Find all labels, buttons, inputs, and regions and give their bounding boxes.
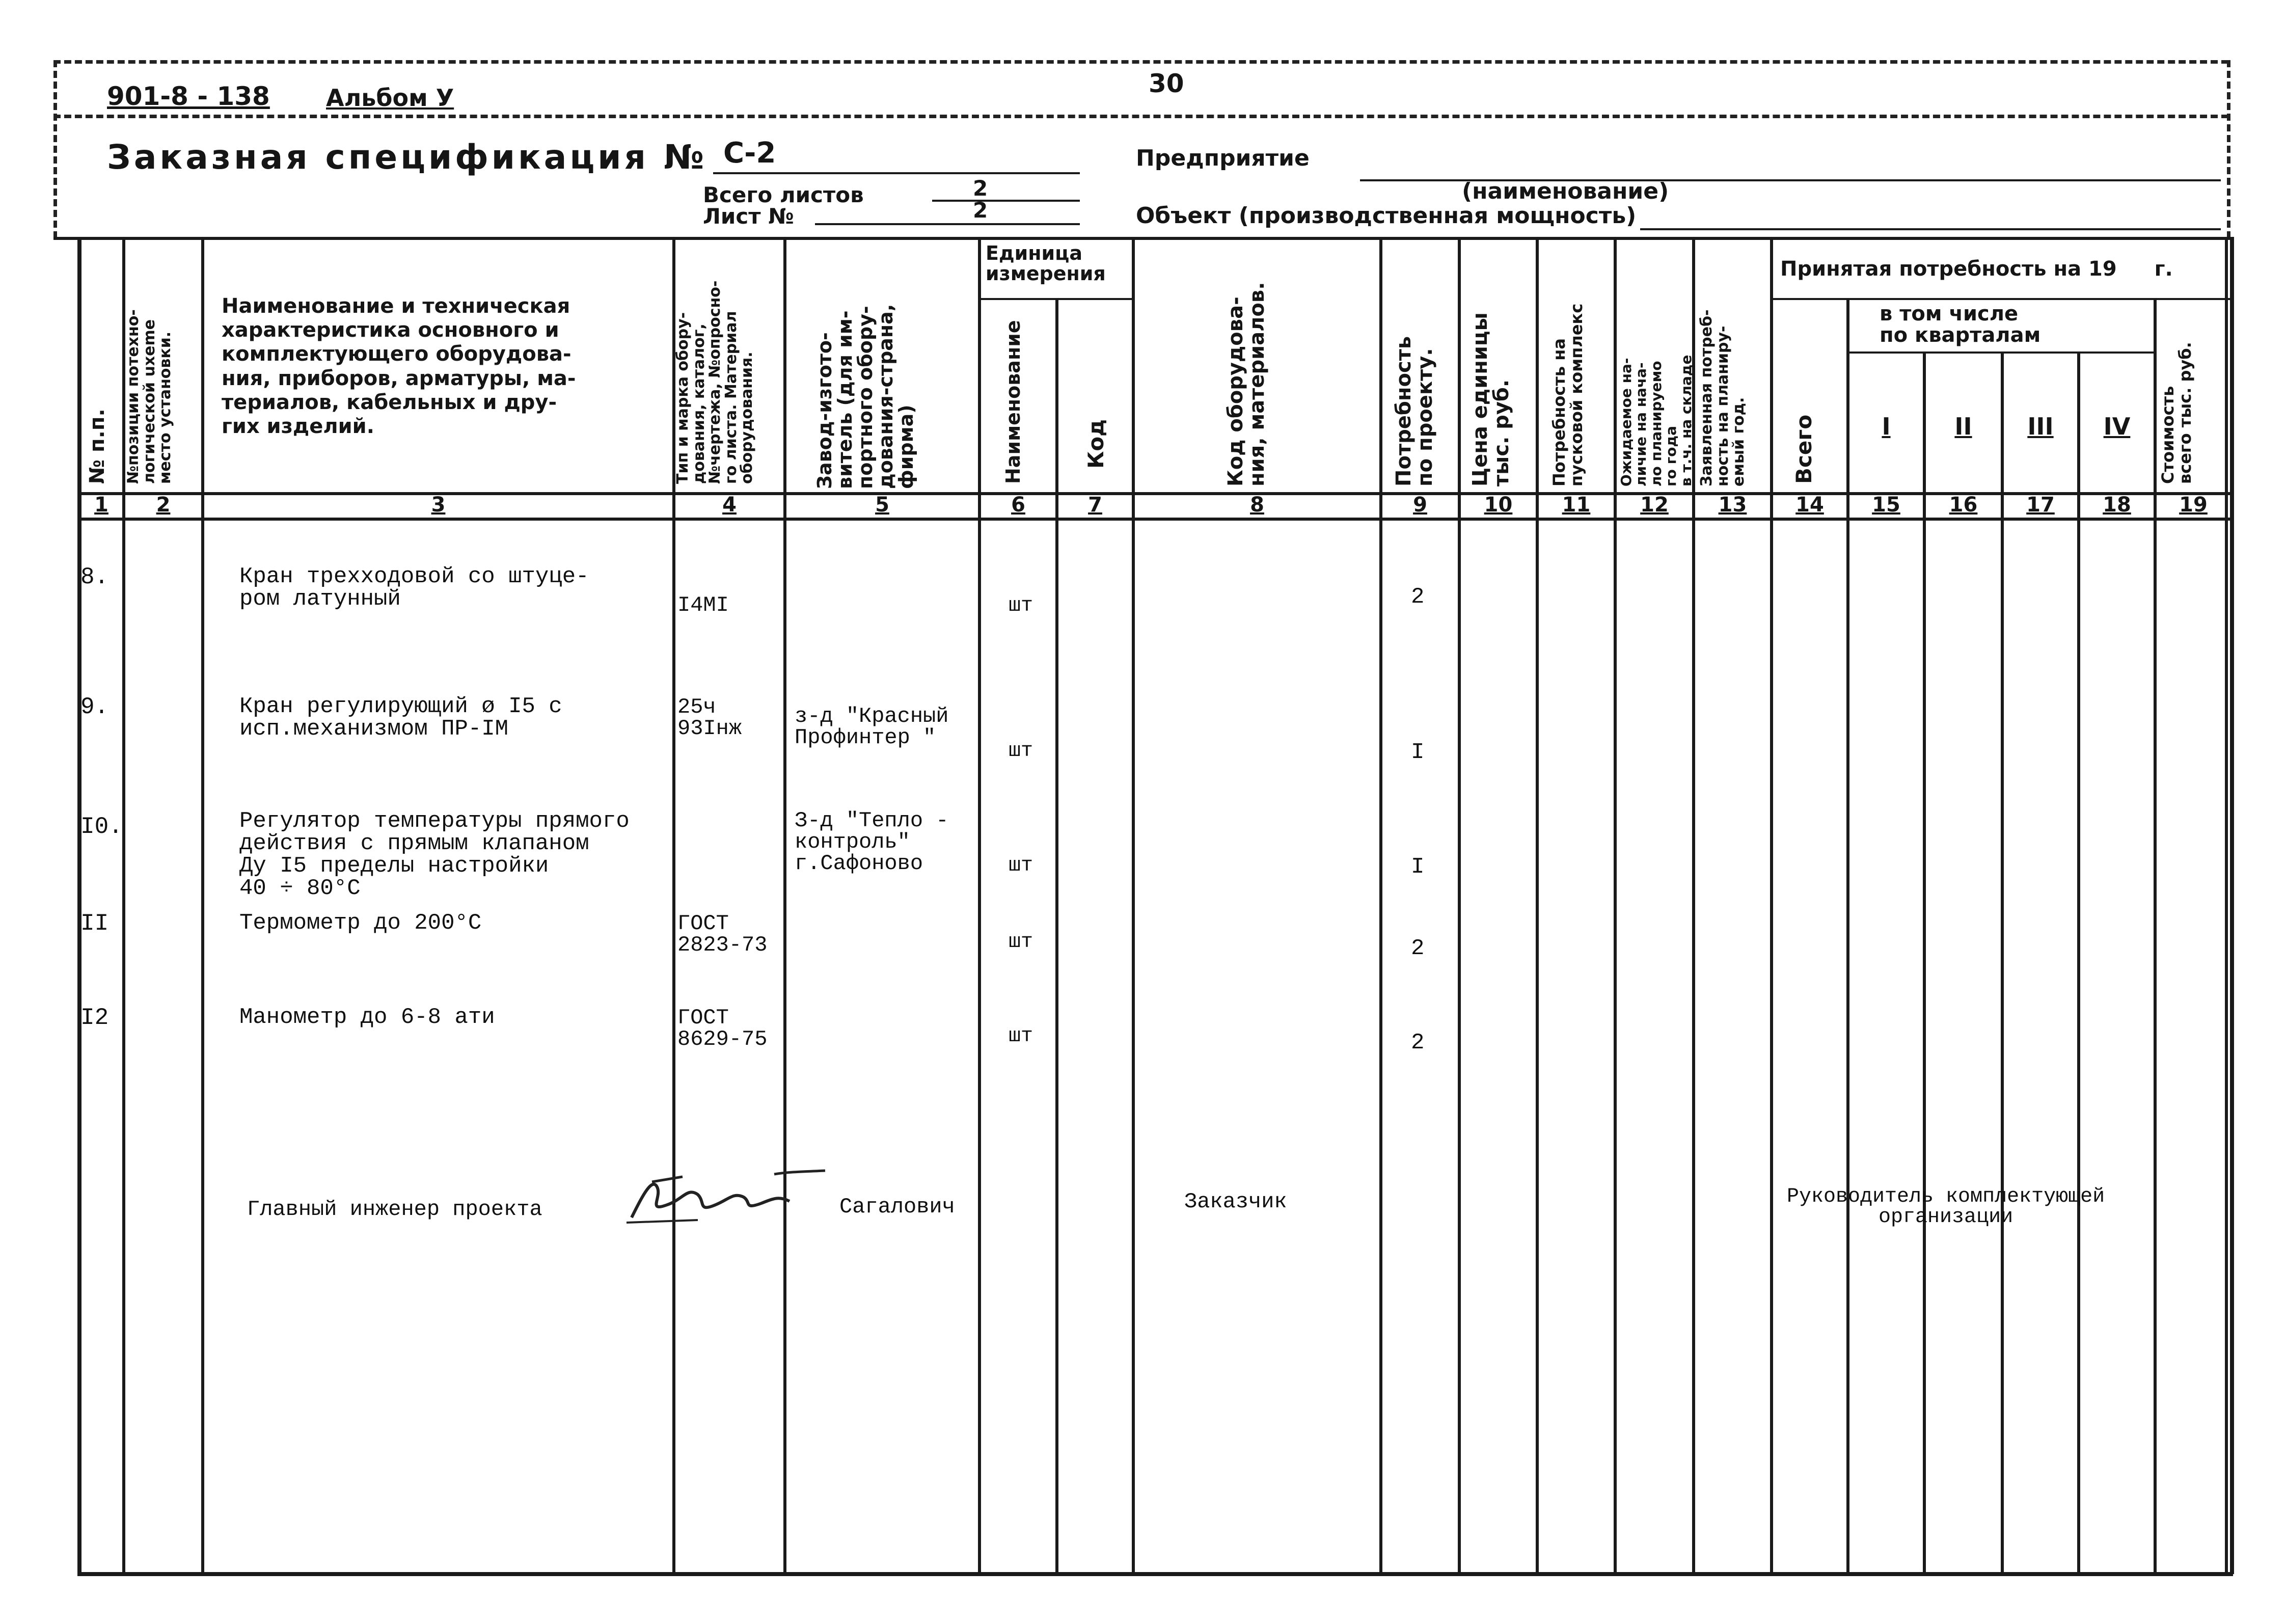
col8-header: Код оборудова- ния, материалов.	[1224, 282, 1269, 486]
column-number-17: 17	[2026, 493, 2055, 517]
col-sep-14	[1846, 298, 1849, 1574]
row-unit: шт	[1009, 740, 1033, 763]
row-qty: 2	[1411, 584, 1425, 610]
col-sep-19	[2225, 237, 2228, 1574]
column-number-13: 13	[1718, 493, 1747, 517]
object-label: Объект (производственная мощность)	[1136, 203, 1637, 229]
page-number: 30	[1149, 69, 1184, 98]
column-number-12: 12	[1640, 493, 1669, 517]
row-qty: 2	[1411, 1030, 1425, 1055]
sheets-total: 2	[973, 176, 988, 201]
column-number-row-bottom	[77, 518, 2232, 521]
spec-number: С-2	[723, 137, 776, 170]
col9-header: Потребность по проекту.	[1392, 336, 1437, 486]
row-qty: I	[1411, 854, 1425, 880]
page-title: Заказная спецификация №	[107, 138, 707, 177]
album-label: Альбом У	[326, 84, 454, 112]
column-number-6: 6	[1011, 493, 1025, 517]
row-unit: шт	[1009, 1025, 1033, 1048]
col-sep-6	[1055, 298, 1058, 1574]
enterprise-label: Предприятие	[1136, 145, 1310, 171]
col-sep-8	[1379, 237, 1382, 1574]
col-sep-5	[978, 237, 981, 1574]
row-number: I0.	[80, 814, 123, 840]
col15-header: I	[1882, 413, 1891, 440]
column-number-5: 5	[875, 493, 889, 517]
col5-header: Завод-изгото- витель (для им- портного обору- дования-страна, фирма)	[813, 304, 917, 489]
row-type: ГОСТ 8629-75	[677, 1006, 768, 1051]
row-number: 9.	[80, 694, 109, 720]
col19-header: Стоимость всего тыс. руб.	[2158, 342, 2195, 484]
left-dashed-border	[53, 60, 57, 238]
row-name: Кран регулирующий ø I5 с исп.механизмом ПР-IМ	[239, 694, 562, 742]
col11-header: Потребность на пусковой комплекс	[1549, 303, 1586, 486]
column-number-18: 18	[2103, 493, 2131, 517]
quarters-group-divider	[1846, 351, 2154, 354]
quarters-group-header: в том числе по кварталам	[1880, 302, 2041, 347]
col17-header: III	[2027, 413, 2054, 440]
column-number-1: 1	[94, 493, 108, 517]
spec-number-underline	[713, 172, 1080, 174]
column-number-7: 7	[1088, 493, 1102, 517]
sheet-no-label: Лист №	[703, 204, 794, 229]
col10-header: Цена единицы тыс. руб.	[1468, 312, 1513, 486]
row-name: Регулятор температуры прямого действия с прямым клапаном Ду I5 пределы настройки 40 ÷ 80°С	[239, 808, 630, 901]
col-sep-13	[1770, 237, 1773, 1574]
table-bottom-border	[77, 1572, 2233, 1576]
accepted-group-suffix: г.	[2154, 257, 2173, 281]
row-name: Термометр до 200°С	[239, 910, 482, 936]
column-number-2: 2	[156, 493, 171, 517]
column-number-15: 15	[1872, 493, 1900, 517]
sheets-total-label: Всего листов	[703, 182, 864, 207]
column-number-11: 11	[1562, 493, 1591, 517]
row-maker: З-д "Тепло - контроль" г.Сафоново	[795, 808, 949, 876]
col-sep-18	[2154, 298, 2157, 1574]
sheet-no-underline	[815, 223, 1080, 225]
column-number-4: 4	[722, 493, 737, 517]
row-unit: шт	[1009, 854, 1033, 877]
top-dashed-border	[53, 60, 2228, 64]
column-number-14: 14	[1795, 493, 1824, 517]
col4-header: Тип и марка обору- дования, каталог, №чертежа, №опросно- го листа. Материал оборудования.	[674, 280, 756, 484]
col3-header: Наименование и техническая характеристика основного и комплектующего оборудова- ния, приборов, арматуры, ма- териалов, кабельных и дру- гих изделий.	[222, 294, 576, 438]
object-underline	[1640, 228, 2221, 230]
col18-header: IV	[2103, 413, 2131, 440]
row-maker: з-д "Красный Профинтер "	[795, 704, 949, 750]
row-qty: 2	[1411, 936, 1425, 961]
col13-header: Заявленная потреб- ность на планиру- емый год.	[1698, 309, 1748, 486]
col-sep-17	[2077, 351, 2080, 1574]
column-number-16: 16	[1949, 493, 1978, 517]
col-sep-16	[2001, 351, 2004, 1574]
sheets-total-underline	[932, 200, 1080, 202]
col1-header: № п.п.	[86, 409, 109, 484]
unit-group-header: Единица измерения	[986, 242, 1106, 285]
accepted-group-label: Принятая потребность на 19	[1780, 257, 2117, 281]
col14-header: Всего	[1791, 414, 1816, 484]
column-number-19: 19	[2179, 493, 2208, 517]
col-sep-4	[783, 237, 786, 1574]
col-sep-9	[1458, 237, 1461, 1574]
column-number-10: 10	[1484, 493, 1513, 517]
table-right-border	[2230, 237, 2234, 1574]
row-name: Кран трехходовой со штуце- ром латунный	[239, 564, 589, 612]
document-code: 901-8 - 138	[107, 82, 270, 111]
column-number-9: 9	[1413, 493, 1427, 517]
table-top-border	[53, 237, 2231, 240]
row-type: 25ч 93Iнж	[677, 695, 742, 741]
chief-engineer-name: Сагалович	[839, 1195, 955, 1219]
table-left-border	[77, 237, 81, 1574]
row-qty: I	[1411, 740, 1425, 765]
unit-group-divider	[978, 298, 1132, 300]
row-number: I2	[80, 1005, 109, 1031]
accepted-group-header	[1780, 257, 2173, 281]
row-unit: шт	[1009, 594, 1033, 617]
col6-header: Наименование	[1002, 320, 1024, 484]
row-number: 8.	[80, 564, 109, 590]
row-number: II	[80, 910, 109, 937]
col-sep-15	[1923, 351, 1926, 1574]
col12-header: Ожидаемое на- личие на нача- ло планируемо го года в т.ч. на складе	[1618, 355, 1695, 486]
customer-label: Заказчик	[1184, 1189, 1287, 1214]
col2-header: №позиции потехно- логической uxeme место установки.	[124, 309, 174, 484]
col-sep-2	[201, 237, 204, 1574]
supplier-head-label: Руководитель комплектующей организации	[1787, 1185, 2105, 1229]
col7-header: Код	[1083, 419, 1108, 469]
row-name: Манометр до 6-8 ати	[239, 1005, 495, 1030]
accepted-group-divider	[1770, 298, 2230, 300]
column-number-8: 8	[1250, 493, 1264, 517]
col-sep-7	[1132, 237, 1135, 1574]
sheet-no: 2	[973, 198, 988, 223]
column-number-3: 3	[431, 493, 446, 517]
signature-handwritten	[621, 1156, 835, 1233]
right-dashed-border	[2227, 60, 2230, 238]
col-sep-10	[1536, 237, 1539, 1574]
header-dashed-line	[53, 115, 2228, 118]
col16-header: II	[1954, 413, 1972, 440]
row-unit: шт	[1009, 931, 1033, 954]
row-type: ГОСТ 2823-73	[677, 911, 768, 957]
naming-label: (наименование)	[1462, 178, 1669, 204]
col-sep-11	[1614, 237, 1617, 1574]
chief-engineer-label: Главный инженер проекта	[247, 1197, 542, 1222]
row-type: I4МI	[677, 593, 729, 617]
